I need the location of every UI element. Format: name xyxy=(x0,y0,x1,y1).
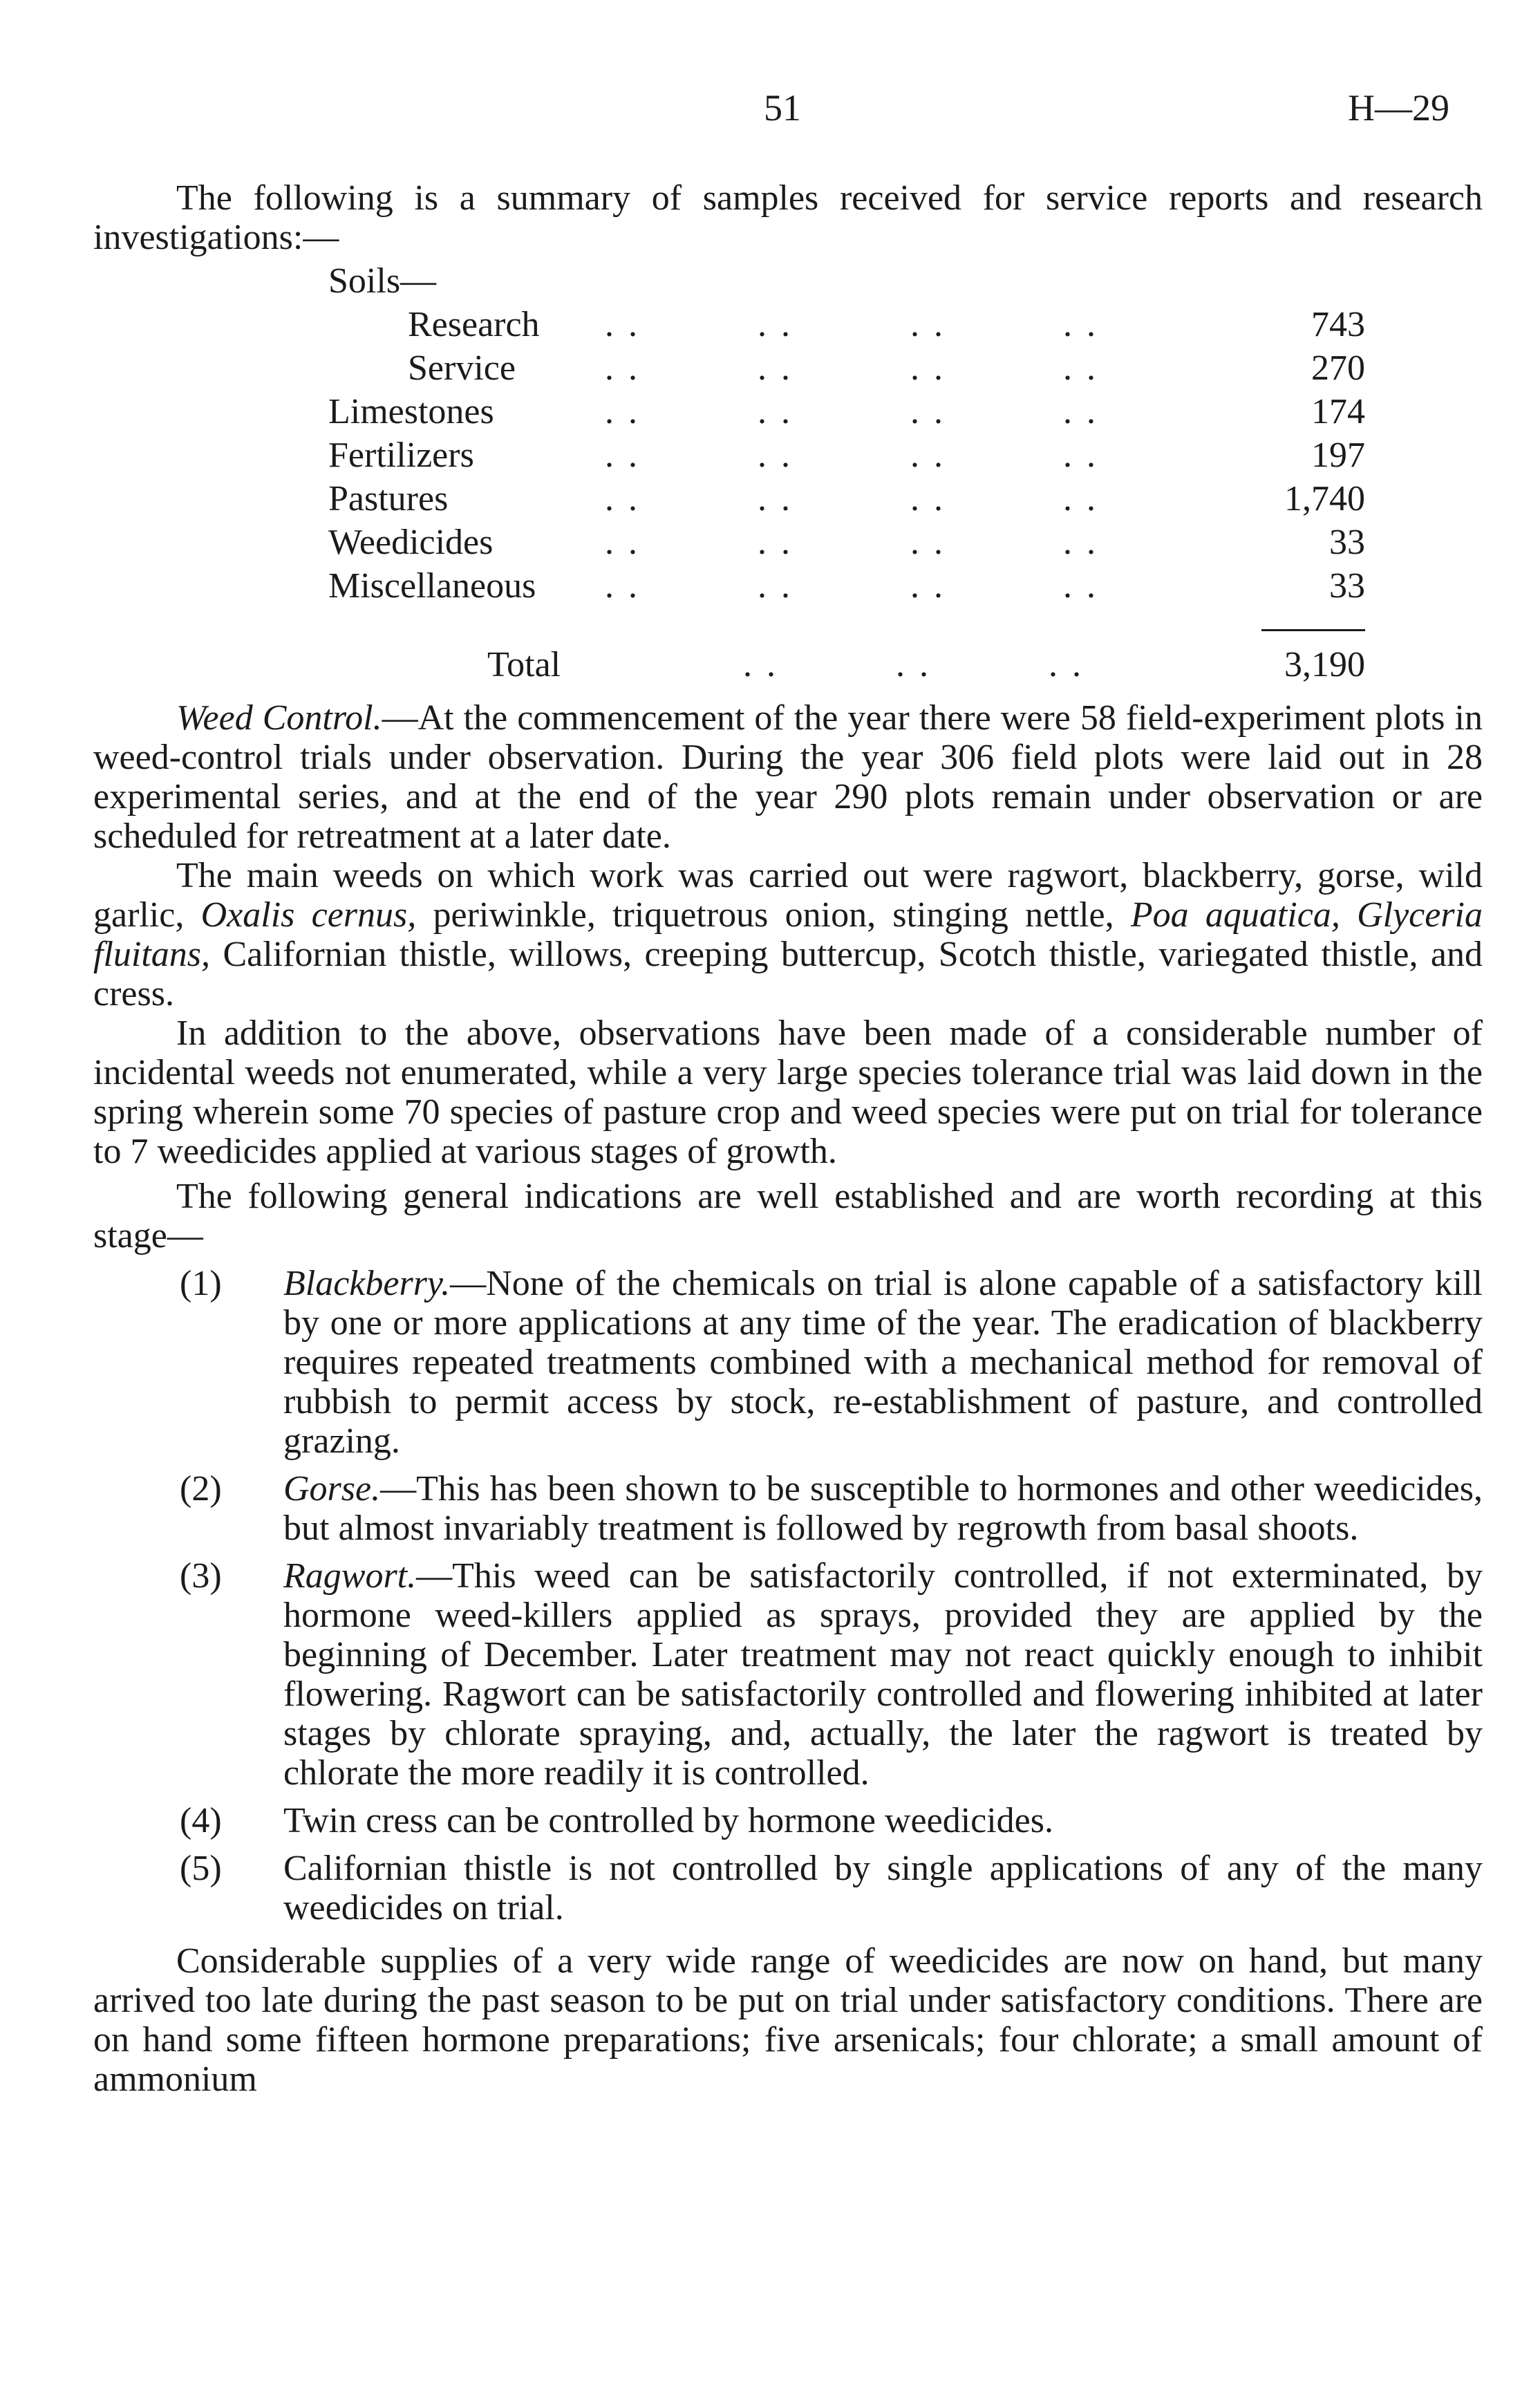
list-item-title: Ragwort. xyxy=(283,1556,417,1596)
summary-label: Research xyxy=(408,305,540,344)
samples-summary-table xyxy=(328,261,1365,781)
species-name: Poa aquatica, Glyceria fluitans, xyxy=(93,895,1483,974)
total-label: Total xyxy=(487,645,561,684)
leader-dots: . . . . . . . . xyxy=(605,523,1098,562)
summary-row xyxy=(328,523,1365,562)
closing-paragraph: Considerable supplies of a very wide range of weedicides are now on hand, but many arrived too late during the past season to be put on trial under satisfactory conditions. There are on hand some fifteen hormone preparations; five arsenicals; four chlorate; a small amount of ammonium xyxy=(93,1941,1483,2099)
summary-row xyxy=(328,348,1365,388)
leader-dots: . . . . . . . . xyxy=(605,566,1098,606)
indications-intro: The following general indications are well established and are worth recording at this stage— xyxy=(93,1177,1483,1255)
summary-value: 197 xyxy=(1311,436,1365,475)
weed-control-text: —At the commencement of the year there were 58 field-experiment plots in weed-control trials under observation. During the year 306 field plots were laid out in 28 experimental series, and at the end of the year 290 plots remain under observation or are scheduled for retreatment at a later date. xyxy=(93,698,1483,856)
summary-label: Weedicides xyxy=(328,523,494,562)
leader-dots: . . . . . . . . xyxy=(605,436,1098,475)
summary-label: Miscellaneous xyxy=(328,566,536,606)
list-item-title: Blackberry. xyxy=(283,1264,451,1303)
summary-value: 270 xyxy=(1311,348,1365,388)
leader-dots: . . . . . . . . xyxy=(605,348,1098,388)
list-item-body: —None of the chemicals on trial is alone capable of a satisfactory kill by one or more applications at any time of the year. The eradication of blackberry requires repeated treatments combined with a mechanical method for removal of rubbish to permit access by stock, re-establishment of pasture, and controlled grazing. xyxy=(283,1264,1483,1461)
species-name: Oxalis cernus, xyxy=(200,895,417,935)
summary-row xyxy=(328,305,1365,344)
total-value: 3,190 xyxy=(1284,645,1365,684)
summary-row xyxy=(328,436,1365,475)
list-number: (4) xyxy=(180,1801,222,1840)
summary-row xyxy=(328,479,1365,519)
list-number: (3) xyxy=(180,1556,222,1596)
total-rule xyxy=(1261,629,1365,631)
list-item xyxy=(93,1849,1483,1927)
document-reference: H—29 xyxy=(1348,87,1449,129)
list-number: (1) xyxy=(180,1264,222,1303)
list-item-title: Gorse. xyxy=(283,1469,381,1509)
summary-value: 174 xyxy=(1311,392,1365,431)
leader-dots: . . . . . . . . xyxy=(605,479,1098,519)
list-item xyxy=(93,1556,1483,1793)
list-item xyxy=(93,1469,1483,1548)
list-item-body: —This has been shown to be susceptible to hormones and other weedicides, but almost invariably treatment is followed by regrowth from basal shoots. xyxy=(283,1469,1483,1548)
page-number: 51 xyxy=(764,87,801,129)
summary-label: Pastures xyxy=(328,479,449,519)
list-number: (5) xyxy=(180,1849,222,1888)
summary-total-row xyxy=(328,645,1365,684)
leader-dots: . . . . . . xyxy=(743,645,1084,684)
intro-paragraph: The following is a summary of samples received for service reports and research investigations:— xyxy=(93,178,1483,257)
list-item xyxy=(93,1801,1483,1840)
list-item-body: —This weed can be satisfactorily controlled, if not exterminated, by hormone weed-killers applied as sprays, provided they are applied by the beginning of December. Later treatment may not react quickly enough to inhibit flowering. Ragwort can be satisfactorily controlled and flowering inhibited at later stages by chlorate spraying, and, actually, the later the ragwort is treated by chlorate the more readily it is controlled. xyxy=(283,1556,1483,1793)
summary-row xyxy=(328,392,1365,431)
main-weeds-text: The main weeds on which work was carried out were ragwort, blackberry, gorse, wild garlic, xyxy=(93,856,1483,935)
list-item-text: Californian thistle is not controlled by single applications of any of the many weedicides on trial. xyxy=(283,1849,1483,1927)
main-weeds-paragraph xyxy=(93,856,1483,1014)
summary-value: 33 xyxy=(1329,523,1365,562)
list-item-text xyxy=(283,1469,1483,1548)
list-item-text: Twin cress can be controlled by hormone weedicides. xyxy=(283,1801,1053,1840)
page-body xyxy=(93,178,1483,2099)
list-item xyxy=(93,1264,1483,1461)
leader-dots: . . . . . . . . xyxy=(605,392,1098,431)
summary-group-label: Soils— xyxy=(328,261,437,301)
list-item-text xyxy=(283,1264,1483,1461)
summary-row xyxy=(328,566,1365,606)
weed-control-heading: Weed Control. xyxy=(176,698,382,738)
summary-value: 743 xyxy=(1311,305,1365,344)
summary-label: Fertilizers xyxy=(328,436,474,475)
addition-paragraph: In addition to the above, observations have been made of a considerable number of incidental weeds not enumerated, while a very large species tolerance trial was laid down in the spring wherein some 70 species of pasture crop and weed species were put on trial for tolerance to 7 weedicides applied at various stages of growth. xyxy=(93,1014,1483,1171)
summary-label: Limestones xyxy=(328,392,494,431)
main-weeds-text: Californian thistle, willows, creeping buttercup, Scotch thistle, variegated thistle, and cress. xyxy=(93,935,1483,1014)
summary-row-soils xyxy=(328,261,1365,301)
summary-label: Service xyxy=(408,348,516,388)
summary-value: 1,740 xyxy=(1284,479,1365,519)
leader-dots: . . . . . . . . xyxy=(605,305,1098,344)
list-number: (2) xyxy=(180,1469,222,1509)
summary-value: 33 xyxy=(1329,566,1365,606)
main-weeds-text: periwinkle, triquetrous onion, stinging nettle, xyxy=(416,895,1131,935)
list-item-text xyxy=(283,1556,1483,1793)
